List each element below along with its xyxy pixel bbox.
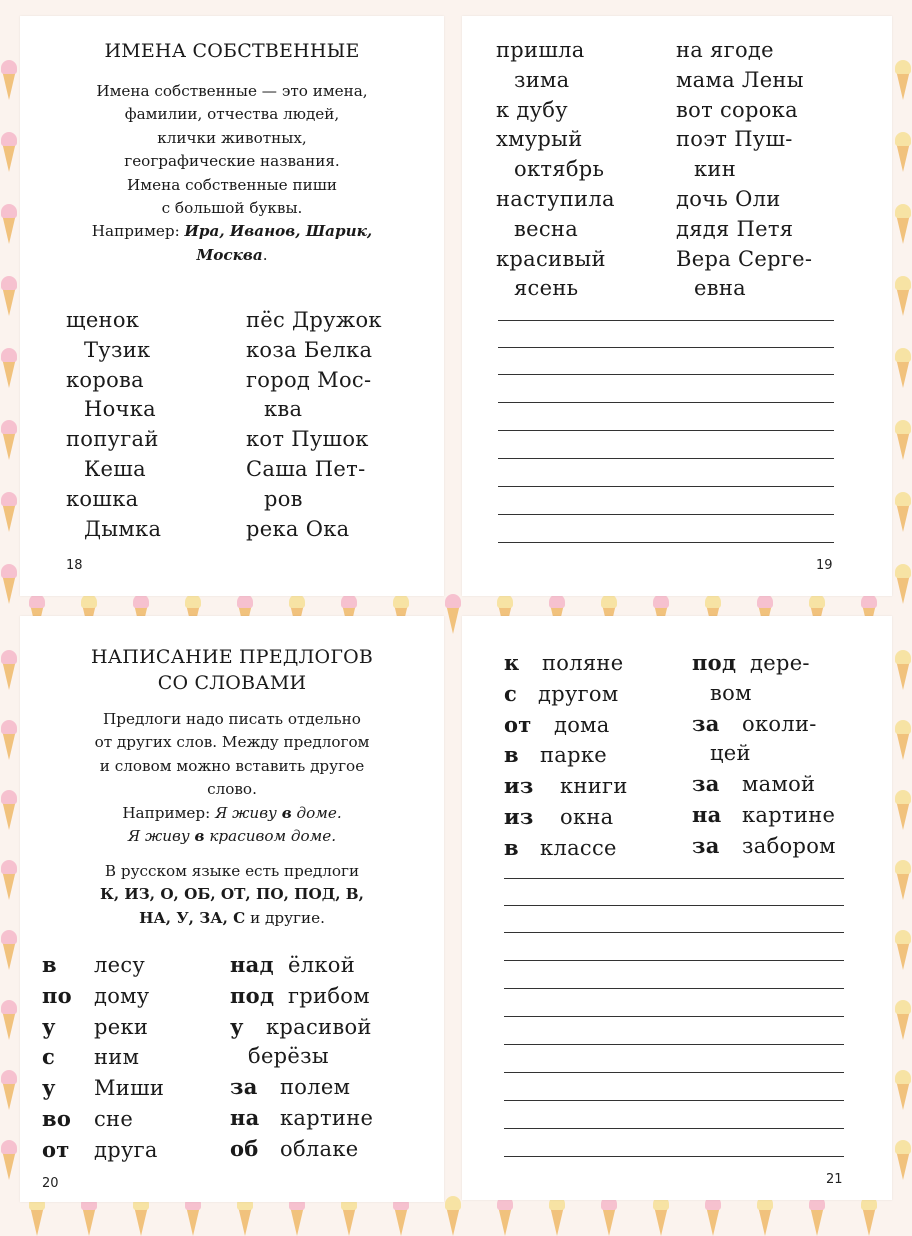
word: кошка	[66, 486, 139, 511]
writing-line[interactable]	[498, 402, 834, 403]
ice-cream-icon	[290, 1206, 304, 1236]
ice-cream-icon	[758, 1206, 772, 1236]
preposition-list: В русском языке есть предлоги К, ИЗ, О, ОБ, ОТ, ПО, ПОД, В, НА, У, ЗА, С и другие.	[50, 860, 414, 930]
phrase-column-right	[692, 648, 836, 862]
writing-lines[interactable]	[498, 320, 834, 550]
phrase: за мамой	[692, 771, 816, 797]
phrase: на картине	[230, 1104, 374, 1130]
word: мама Лены	[676, 67, 804, 92]
ice-cream-icon	[706, 1206, 720, 1236]
word: весна	[514, 216, 579, 241]
page-number: 18	[66, 558, 83, 573]
page-18	[20, 16, 444, 596]
phrase: у реки	[42, 1013, 149, 1039]
word: ров	[264, 486, 303, 511]
phrase: об облаке	[230, 1135, 359, 1161]
ice-cream-icon	[602, 1206, 616, 1236]
word: Вера Серге-	[676, 246, 813, 271]
phrase: в парке	[504, 742, 608, 768]
ice-cream-icon	[446, 1206, 460, 1236]
word: Дымка	[84, 516, 162, 541]
ice-cream-icon	[2, 940, 16, 970]
ice-cream-icon	[896, 730, 910, 760]
ice-cream-icon	[896, 1010, 910, 1040]
writing-line[interactable]	[504, 1072, 844, 1073]
ice-cream-icon	[896, 286, 910, 316]
phrase: у Миши	[42, 1075, 165, 1101]
ice-cream-icon	[810, 1206, 824, 1236]
ice-cream-icon	[896, 358, 910, 388]
ice-cream-icon	[498, 1206, 512, 1236]
writing-line[interactable]	[498, 430, 834, 431]
word: вот сорока	[676, 97, 798, 122]
phrase: по дому	[42, 982, 150, 1008]
writing-line[interactable]	[498, 458, 834, 459]
ice-cream-icon	[342, 1206, 356, 1236]
word: корова	[66, 367, 144, 392]
preposition-list-end: НА, У, ЗА, С и другие.	[139, 908, 325, 927]
phrase-column-left	[42, 950, 164, 1166]
word: октябрь	[514, 157, 605, 182]
ice-cream-icon	[2, 660, 16, 690]
word: попугай	[66, 427, 159, 452]
word: пёс Дружок	[246, 308, 382, 332]
word: коза Белка	[246, 337, 373, 362]
word: на ягоде	[676, 38, 774, 62]
phrase: за забором	[692, 832, 836, 858]
writing-line[interactable]	[504, 1016, 844, 1017]
ice-cream-icon	[896, 430, 910, 460]
phrase-column-right	[230, 950, 373, 1165]
phrase: из книги	[504, 773, 628, 799]
writing-line[interactable]	[498, 486, 834, 487]
ice-cream-icon	[2, 1150, 16, 1180]
writing-line[interactable]	[504, 905, 844, 906]
phrase: к поляне	[504, 650, 624, 675]
word: Ночка	[84, 397, 156, 422]
ice-cream-icon	[550, 1206, 564, 1236]
page-number: 20	[42, 1176, 59, 1191]
word: хмурый	[496, 127, 583, 152]
ice-cream-icon	[2, 502, 16, 532]
example-line: Например: Ира, Иванов, Шарик,	[91, 222, 373, 241]
example-line: Например: Я живу в доме.	[122, 803, 342, 822]
rule-text: Имена собственные — это имена, фамилии, отчества людей, клички животных, географические названия. Имена собственные пиши с большой буквы. Например: Ира, Иванов, Шарик, Москва.	[50, 80, 414, 267]
writing-line[interactable]	[504, 988, 844, 989]
writing-line[interactable]	[498, 514, 834, 515]
ice-cream-icon	[896, 142, 910, 172]
ice-cream-icon	[446, 604, 460, 634]
ice-cream-icon	[134, 1206, 148, 1236]
phrase: под дере-	[692, 650, 810, 675]
phrase: под грибом	[230, 982, 370, 1008]
writing-line[interactable]	[504, 932, 844, 933]
phrase: во сне	[42, 1105, 134, 1131]
ice-cream-icon	[896, 940, 910, 970]
ice-cream-icon	[394, 1206, 408, 1236]
ice-cream-icon	[30, 1206, 44, 1236]
word: пришла	[496, 38, 585, 62]
rule-text: Предлоги надо писать отдельно от других слов. Между предлогом и словом можно вставить другое слово. Например: Я живу в доме. Я живу в красивом доме.	[50, 708, 414, 848]
ice-cream-icon	[2, 1080, 16, 1110]
ice-cream-icon	[896, 1150, 910, 1180]
writing-line[interactable]	[498, 347, 834, 348]
word: наступила	[496, 186, 615, 211]
ice-cream-icon	[2, 1010, 16, 1040]
ice-cream-icon	[896, 870, 910, 900]
word: зима	[514, 67, 570, 92]
phrase: из окна	[504, 803, 614, 829]
word: кин	[694, 157, 737, 182]
word: ква	[264, 397, 303, 422]
ice-cream-icon	[896, 214, 910, 244]
page-number: 21	[826, 1172, 843, 1187]
word-column-right	[676, 36, 812, 304]
writing-line[interactable]	[504, 1100, 844, 1101]
writing-line[interactable]	[504, 1128, 844, 1129]
ice-cream-icon	[2, 730, 16, 760]
ice-cream-icon	[862, 1206, 876, 1236]
ice-cream-icon	[896, 70, 910, 100]
word: ясень	[514, 276, 579, 301]
word: Кеша	[84, 456, 146, 481]
page-21	[462, 616, 892, 1200]
ice-cream-icon	[2, 70, 16, 100]
ice-cream-icon	[896, 1080, 910, 1110]
phrase: с ним	[42, 1044, 140, 1070]
word: дядя Петя	[676, 216, 794, 241]
writing-line[interactable]	[498, 374, 834, 375]
word-column-left	[496, 36, 615, 304]
word: река Ока	[246, 516, 350, 541]
word: поэт Пуш-	[676, 127, 793, 152]
phrase: цей	[710, 741, 751, 766]
phrase: за полем	[230, 1074, 351, 1100]
word: евна	[694, 276, 746, 301]
word: Тузик	[84, 337, 151, 362]
word: дочь Оли	[676, 186, 781, 211]
ice-cream-icon	[186, 1206, 200, 1236]
page-number: 19	[816, 558, 833, 573]
word: кот Пушок	[246, 427, 369, 452]
ice-cream-icon	[896, 800, 910, 830]
writing-lines[interactable]	[504, 878, 844, 1168]
word-column-right	[246, 306, 382, 544]
word: щенок	[66, 308, 140, 332]
ice-cream-icon	[2, 870, 16, 900]
phrase: за околи-	[692, 710, 817, 736]
page-title: НАПИСАНИЕ ПРЕДЛОГОВ СО СЛОВАМИ	[90, 646, 374, 694]
example-line-2: Я живу в красивом доме.	[127, 827, 337, 846]
ice-cream-icon	[896, 502, 910, 532]
phrase: в лесу	[42, 952, 146, 977]
writing-line[interactable]	[498, 542, 834, 543]
writing-line[interactable]	[504, 878, 844, 879]
phrase: над ёлкой	[230, 952, 356, 977]
ice-cream-icon	[2, 358, 16, 388]
word: город Мос-	[246, 367, 372, 392]
word: красивый	[496, 246, 606, 271]
ice-cream-icon	[2, 574, 16, 604]
word-column-left	[66, 306, 161, 544]
phrase: в классе	[504, 834, 617, 860]
phrase: у красивой	[230, 1013, 372, 1039]
ice-cream-icon	[2, 214, 16, 244]
word: Саша Пет-	[246, 456, 366, 481]
page-20	[20, 616, 444, 1202]
ice-cream-icon	[654, 1206, 668, 1236]
ice-cream-icon	[2, 430, 16, 460]
example-line-2: Москва.	[196, 245, 268, 264]
page-title: ИМЕНА СОБСТВЕННЫЕ	[104, 40, 360, 62]
writing-line[interactable]	[504, 1156, 844, 1157]
writing-line[interactable]	[504, 1044, 844, 1045]
phrase: от дома	[504, 711, 610, 737]
ice-cream-icon	[896, 660, 910, 690]
word: к дубу	[496, 97, 568, 122]
page-19	[462, 16, 892, 596]
phrase: вом	[710, 680, 752, 705]
writing-line[interactable]	[504, 960, 844, 961]
phrase: от друга	[42, 1136, 158, 1162]
phrase: берёзы	[248, 1044, 329, 1069]
ice-cream-icon	[896, 574, 910, 604]
ice-cream-icon	[2, 800, 16, 830]
ice-cream-icon	[238, 1206, 252, 1236]
phrase: на картине	[692, 801, 836, 827]
ice-cream-icon	[2, 142, 16, 172]
ice-cream-icon	[82, 1206, 96, 1236]
writing-line[interactable]	[498, 320, 834, 321]
phrase-column-left	[504, 648, 628, 864]
ice-cream-icon	[2, 286, 16, 316]
phrase: с другом	[504, 680, 619, 706]
